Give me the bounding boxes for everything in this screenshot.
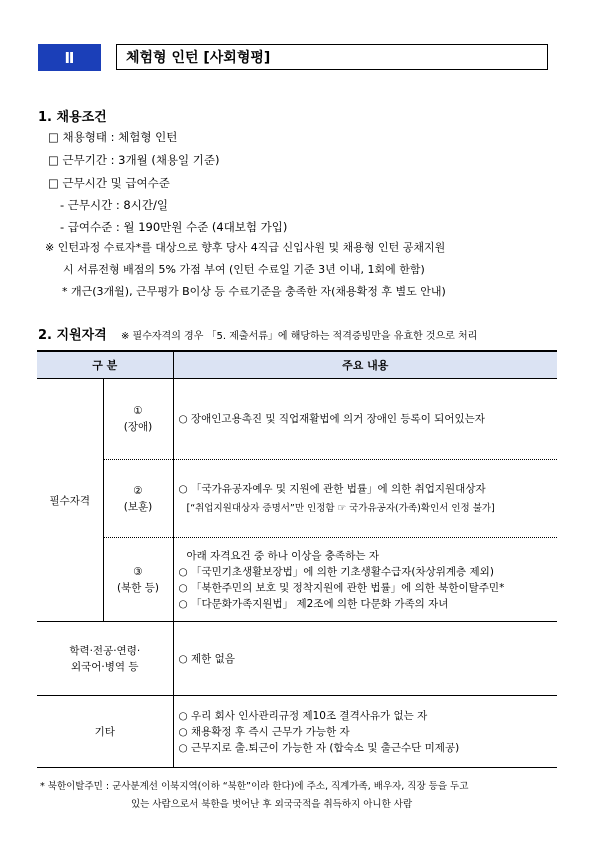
footnote-line: * 북한이탈주민 : 군사분계선 이북지역(이하 “북한”이라 한다)에 주소, 직계가족, 배우자, 직장 등을 두고: [40, 781, 469, 792]
condition-line: - 급여수준 : 월 190만원 수준 (4대보험 가입): [60, 220, 288, 234]
required-label: 필수자격: [37, 379, 103, 622]
etc-line: ○ 근무지로 출.퇴근이 가능한 자 (합숙소 및 출근수단 미제공): [178, 741, 460, 754]
row-content-1: [173, 379, 557, 460]
row-category-2: [103, 460, 173, 538]
etc-line: ○ 우리 회사 인사관리규정 제10조 결격사유가 없는 자: [178, 709, 428, 722]
edu-label: [37, 622, 173, 696]
row-num: ①: [133, 405, 143, 417]
conditions-heading: 1. 채용조건: [38, 110, 107, 125]
edu-label-line: 외국어·병역 등: [70, 660, 139, 673]
condition-note: * 개근(3개월), 근무평가 B이상 등 수료기준을 충족한 자(채용확정 후 별도 안내): [62, 285, 446, 298]
condition-line: - 근무시간 : 8시간/일: [60, 198, 168, 212]
col-content-header: 주요 내용: [173, 351, 557, 379]
row-num: ③: [133, 565, 143, 578]
edu-label-line: 학력·전공·연령·: [69, 644, 141, 657]
row-line: ○ 「국가유공자예우 및 지원에 관한 법률」에 의한 취업지원대상자: [178, 482, 486, 495]
table-row: [37, 696, 557, 768]
row-line: ○ 「국민기초생활보장법」에 의한 기초생활수급자(차상위계층 제외): [178, 565, 494, 578]
condition-line: □ 근무시간 및 급여수준: [48, 176, 170, 190]
qualification-table: [37, 350, 557, 768]
section-title-text: 체험형 인턴 [사회형평]: [126, 50, 271, 66]
row-category-1: [103, 379, 173, 460]
etc-content: [173, 696, 557, 768]
table-row: [37, 538, 557, 622]
qualification-note: ※ 필수자격의 경우 「5. 제출서류」에 해당하는 적격증빙만을 유효한 것으로 처리: [121, 331, 478, 342]
row-line: 아래 자격요건 중 하나 이상을 충족하는 자: [186, 549, 379, 562]
condition-note: 시 서류전형 배점의 5% 가점 부여 (인턴 수료일 기준 3년 이내, 1회에 한함): [63, 263, 425, 276]
table-row: [37, 622, 557, 696]
row-line: ○ 「북한주민의 보호 및 정착지원에 관한 법률」에 의한 북한이탈주민*: [178, 581, 505, 594]
row-sub: (장애): [123, 421, 153, 433]
row-content-2: [173, 460, 557, 538]
row-line: [“취업지원대상자 증명서”만 인정함 ☞ 국가유공자(가족)확인서 인정 불가]: [186, 502, 495, 514]
table-row: [37, 379, 557, 460]
row-sub: (보훈): [123, 500, 153, 513]
row-num: ②: [133, 484, 143, 497]
footnote-line: 있는 사람으로서 북한을 벗어난 후 외국국적을 취득하지 아니한 사람: [131, 799, 413, 810]
etc-label: 기타: [37, 696, 173, 768]
section-title: [116, 44, 548, 70]
edu-content: ○ 제한 없음: [173, 622, 557, 696]
qualification-heading: 2. 지원자격: [38, 328, 107, 343]
row-content-3: [173, 538, 557, 622]
row-category-3: [103, 538, 173, 622]
condition-line: □ 채용형태 : 체험형 인턴: [48, 130, 178, 144]
section-number-badge: Ⅱ: [38, 44, 101, 71]
table-row: [37, 460, 557, 538]
row-line: ○ 장애인고용촉진 및 직업재활법에 의거 장애인 등록이 되어있는자: [178, 413, 485, 425]
row-line: ○ 「다문화가족지원법」 제2조에 의한 다문화 가족의 자녀: [178, 597, 449, 610]
condition-line: □ 근무기간 : 3개월 (채용일 기준): [48, 153, 220, 167]
table-header-row: [37, 351, 557, 379]
condition-note: ※ 인턴과정 수료자*를 대상으로 향후 당사 4직급 신입사원 및 채용형 인턴 공채지원: [45, 241, 446, 254]
etc-line: ○ 채용확정 후 즉시 근무가 가능한 자: [178, 725, 350, 738]
col-category-header: 구 분: [37, 351, 173, 379]
row-sub: (북한 등): [117, 581, 159, 594]
